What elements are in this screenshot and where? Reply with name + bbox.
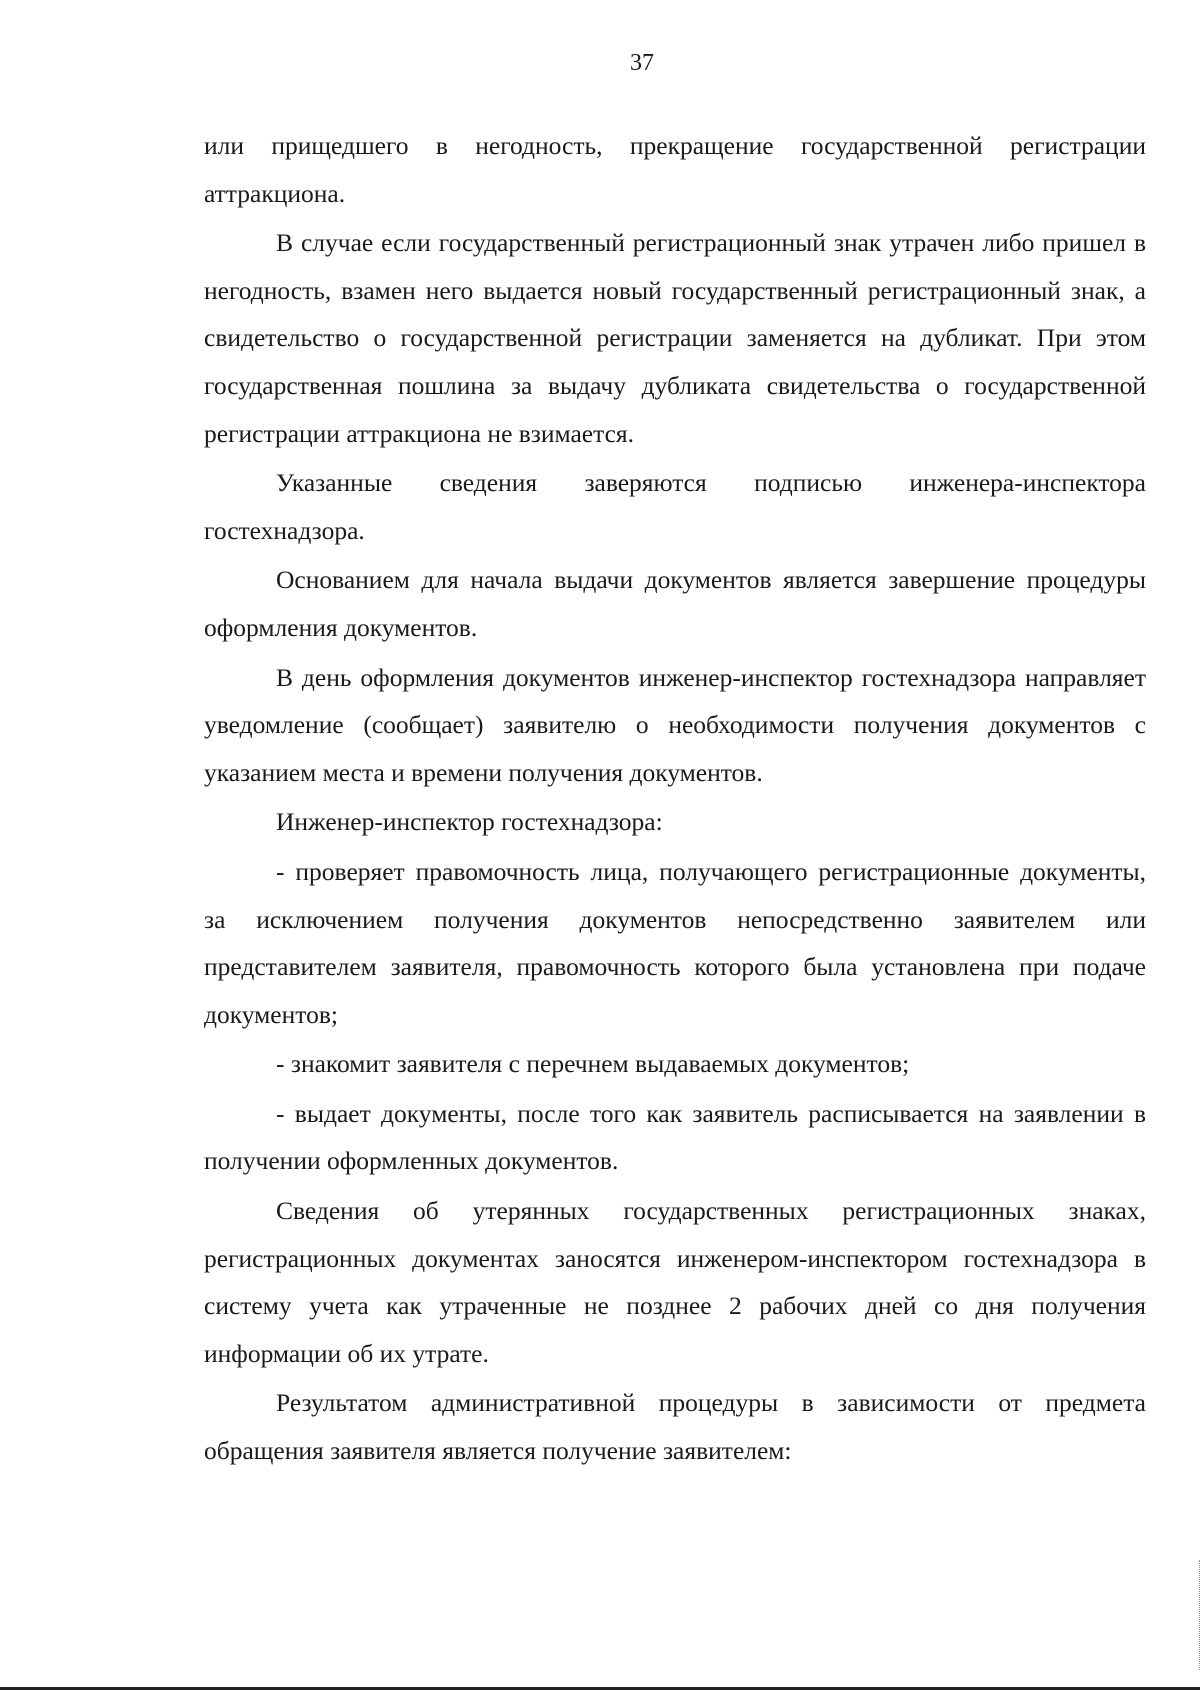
document-body <box>204 122 1146 1475</box>
list-item-informs: - знакомит заявителя с перечнем выдаваемых документов; <box>276 1049 910 1079</box>
page-number: 37 <box>630 50 654 76</box>
paragraph-lost-records: Сведения об утерянных государственных регистрационных знаках, регистрационных документах заносятся инженером-инспектором гостехнадзора в систему учета как утраченные не позднее 2 рабочих дней со дня получения информации об их утрате. <box>204 1196 1146 1368</box>
scan-edge-marks <box>1196 1560 1200 1670</box>
paragraph-continuation: или прищедшего в негодность, прекращение государственной регистрации аттракциона. <box>204 131 1146 208</box>
paragraph-inspector-heading: Инженер-инспектор гостехнадзора: <box>276 807 663 837</box>
paragraph-certified: Указанные сведения заверяются подписью инженера-инспектора гостехнадзора. <box>204 468 1146 545</box>
paragraph-result: Результатом административной процедуры в зависимости от предмета обращения заявителя является получение заявителем: <box>204 1388 1146 1466</box>
paragraph-basis: Основанием для начала выдачи документов является завершение процедуры оформления документов. <box>204 565 1146 642</box>
list-item-issues: - выдает документы, после того как заявитель расписывается на заявлении в получении оформленных документов. <box>204 1098 1146 1176</box>
paragraph-lost-plate: В случае если государственный регистрационный знак утрачен либо пришел в негодность, взамен него выдается новый государственный регистрационный знак, а свидетельство о государственной регистрации заменяется на дубликат. При этом государственная пошлина за выдачу дубликата свидетельства о государственной регистрации аттракциона не взимается. <box>204 228 1146 448</box>
paragraph-notification: В день оформления документов инженер-инспектор гостехнадзора направляет уведомление (сообщает) заявителю о необходимости получения документов с указанием места и времени получения документов. <box>204 662 1146 787</box>
list-item-verifies: - проверяет правомочность лица, получающего регистрационные документы, за исключением получения документов непосредственно заявителем или представителем заявителя, правомочность которого была установлена при подаче документов; <box>204 856 1146 1029</box>
